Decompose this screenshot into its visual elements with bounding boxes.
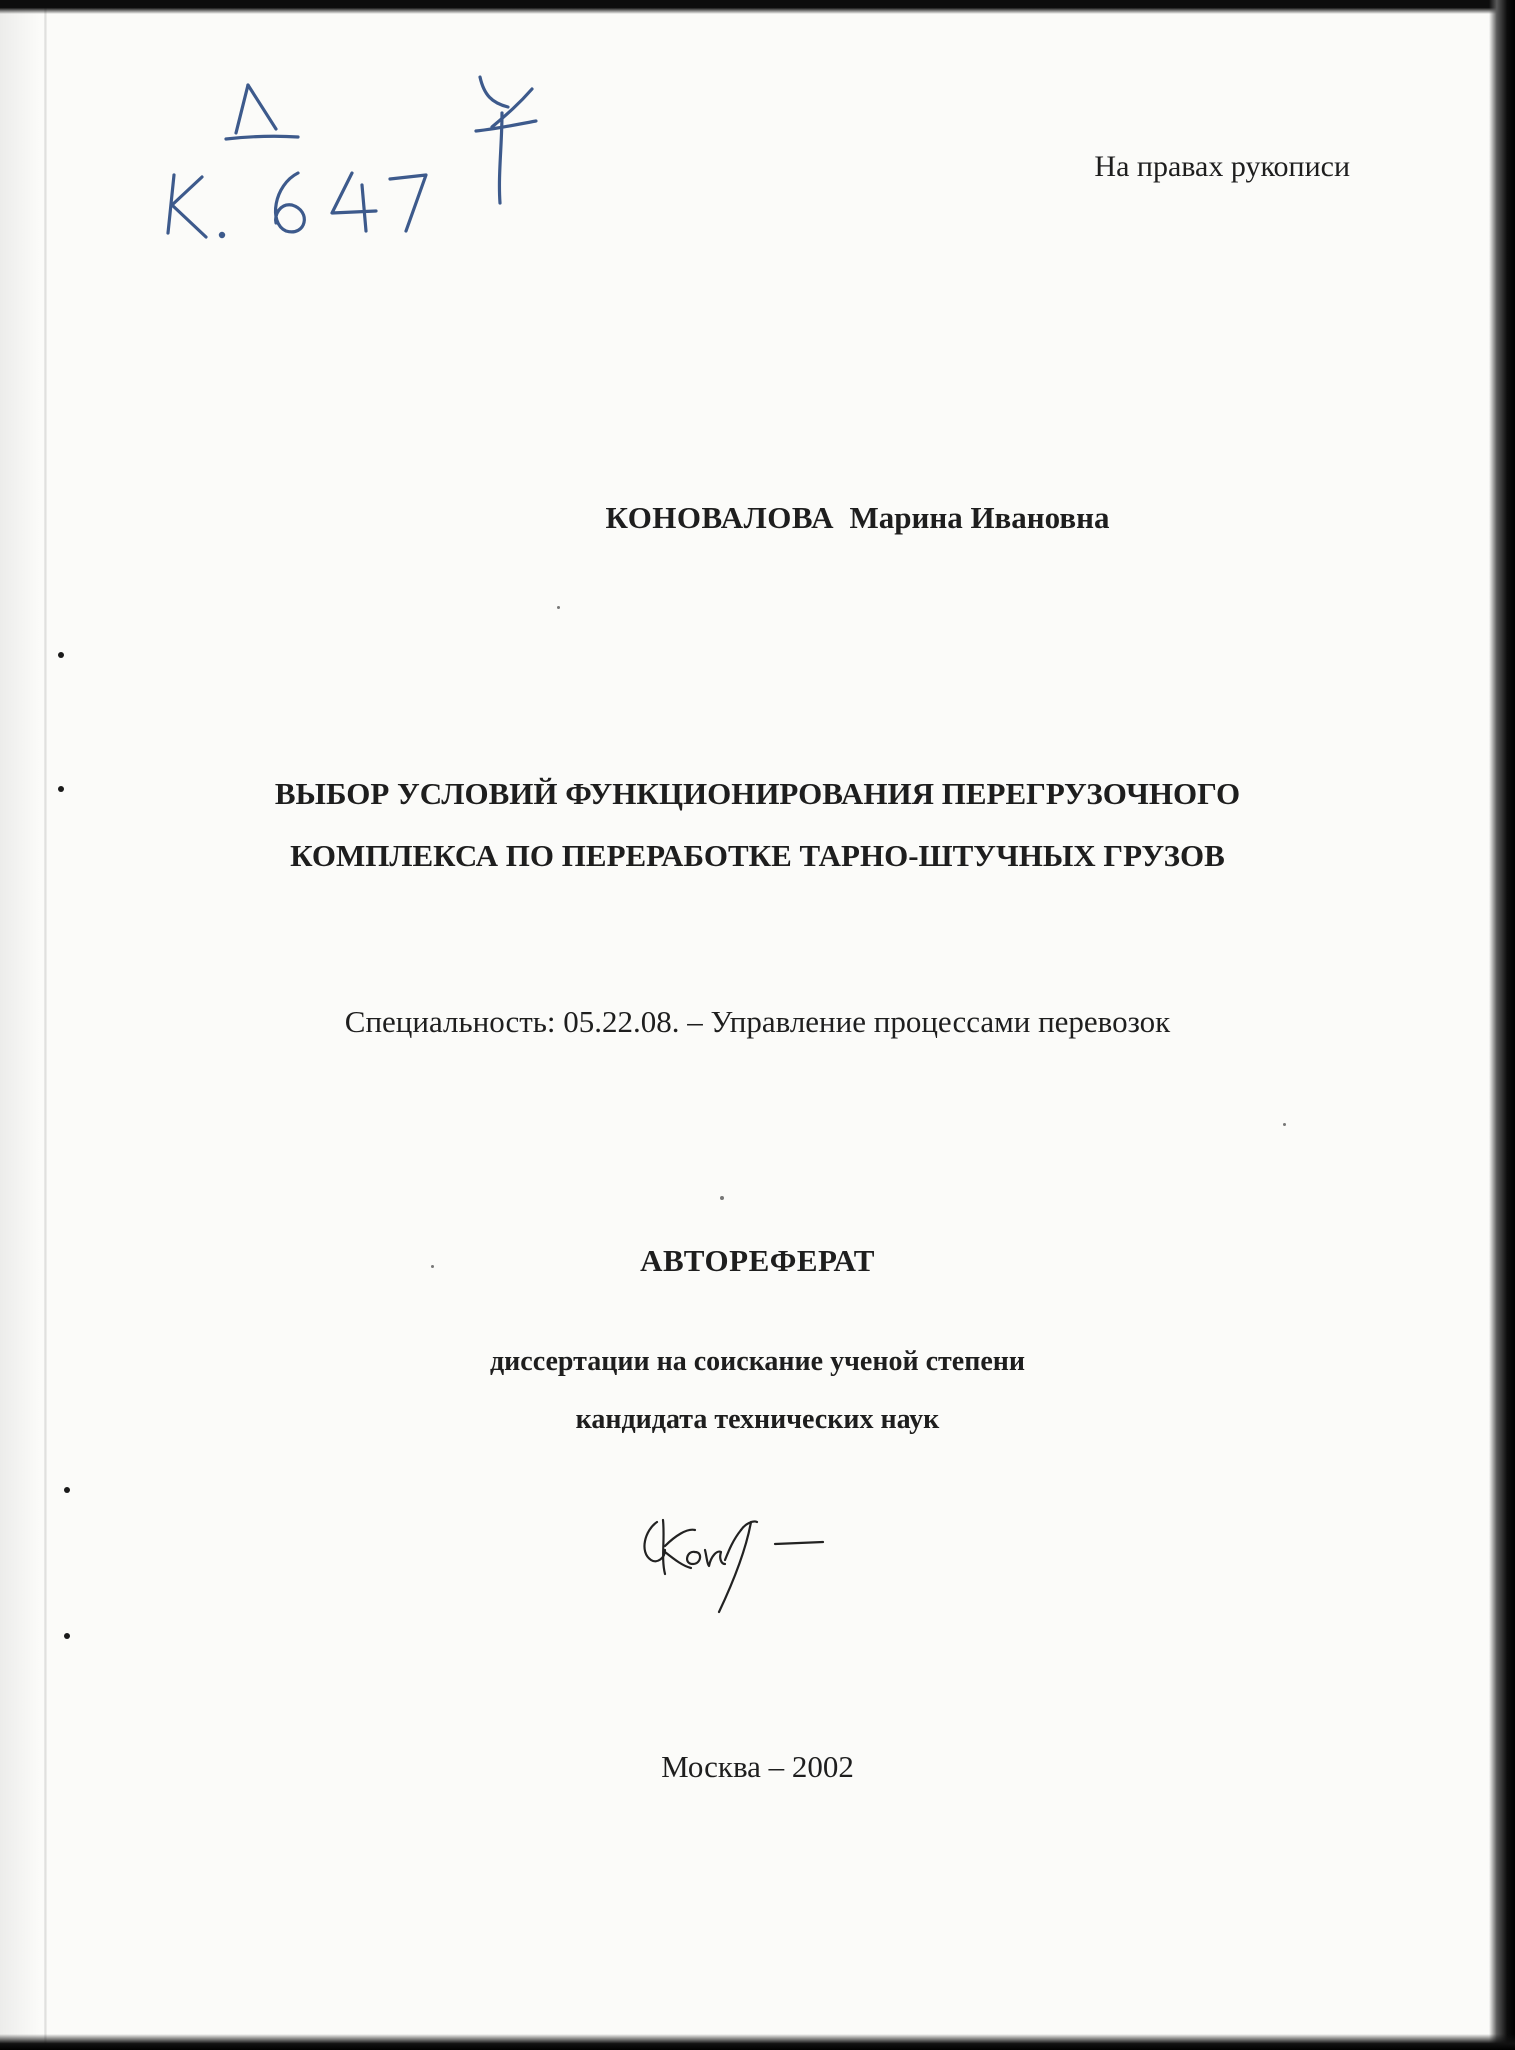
binding-hole xyxy=(64,1487,70,1493)
author-signature xyxy=(635,1500,835,1630)
author-given-names: Марина Ивановна xyxy=(849,500,1110,535)
scan-speck xyxy=(1283,1123,1286,1126)
specialty-line: Специальность: 05.22.08. – Управление процессами перевозок xyxy=(344,1004,1171,1039)
city-and-year: Москва – 2002 xyxy=(661,1749,854,1784)
manuscript-rights-note: На правах рукописи xyxy=(1094,150,1350,183)
degree-line: диссертации на соискание ученой степени xyxy=(489,1346,1026,1377)
signature-drawing xyxy=(635,1500,835,1630)
binding-hole xyxy=(58,652,64,658)
dissertation-title xyxy=(0,763,1515,887)
author-surname: КОНОВАЛОВА xyxy=(605,500,834,535)
author-name xyxy=(0,500,1515,536)
title-line: ВЫБОР УСЛОВИЙ ФУНКЦИОНИРОВАНИЯ ПЕРЕГРУЗОЧНОГО xyxy=(274,776,1241,811)
scan-speck xyxy=(557,606,560,609)
scan-edge-top xyxy=(0,0,1515,14)
scan-speck xyxy=(720,1196,724,1200)
degree-description xyxy=(0,1333,1515,1449)
abstract-heading: АВТОРЕФЕРАТ xyxy=(640,1243,875,1278)
handwritten-shelf-mark xyxy=(140,55,570,255)
scan-edge-bottom xyxy=(0,2034,1515,2050)
handwritten-shelf-mark-drawing xyxy=(140,55,570,255)
binding-hole xyxy=(64,1633,70,1639)
degree-line: кандидата технических наук xyxy=(575,1404,940,1435)
title-line: КОМПЛЕКСА ПО ПЕРЕРАБОТКЕ ТАРНО-ШТУЧНЫХ ГРУЗОВ xyxy=(290,838,1225,873)
